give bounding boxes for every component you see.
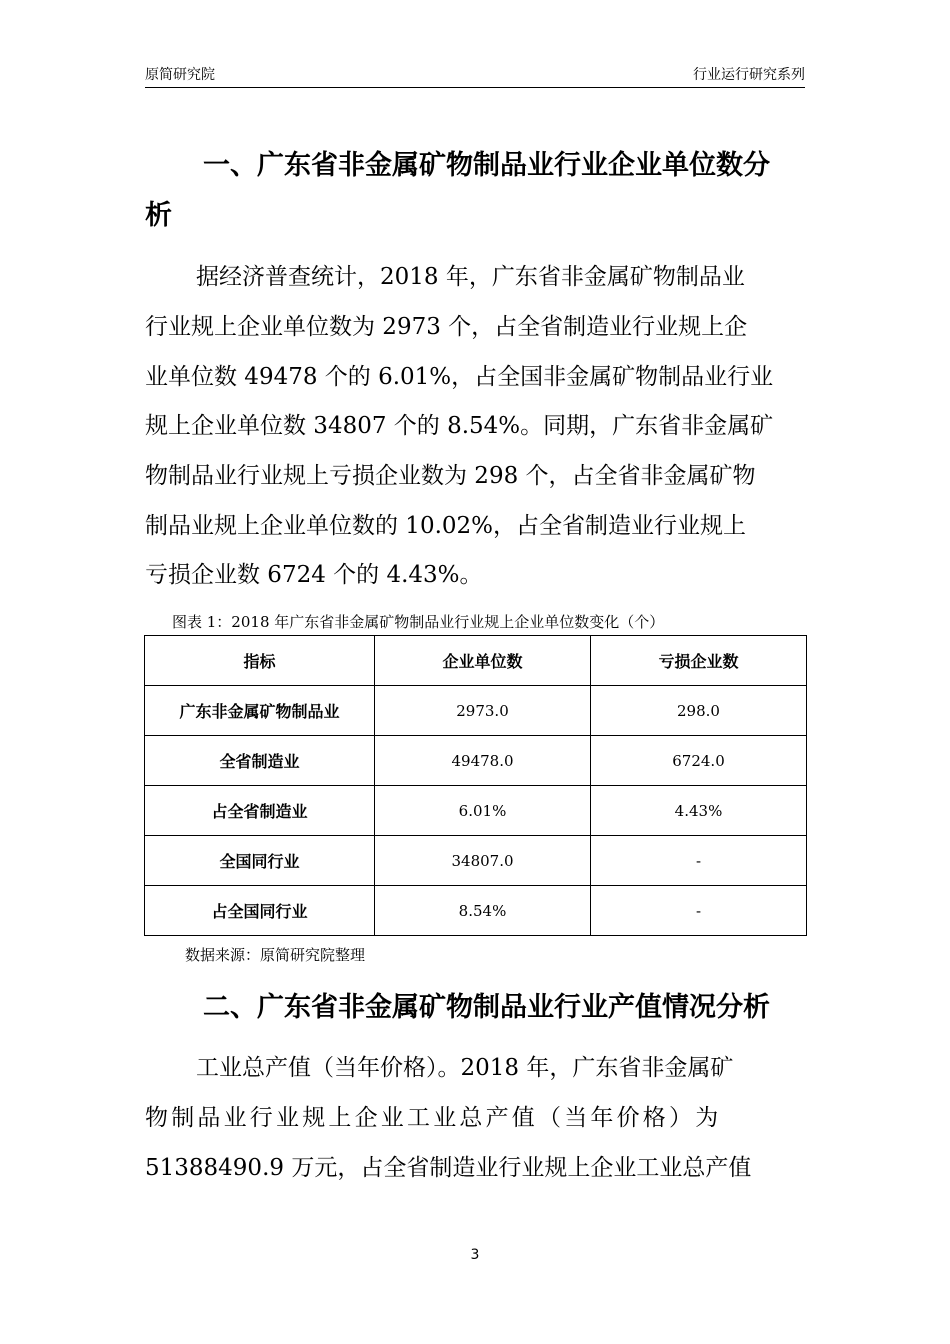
- header-org-name: 原简研究院: [145, 67, 215, 83]
- section1-paragraph-line: 据经济普查统计，2018 年，广东省非金属矿物制品业: [196, 264, 745, 290]
- section2-title: 二、广东省非金属矿物制品业行业产值情况分析: [203, 992, 770, 1023]
- section1-title-line-1: 一、广东省非金属矿物制品业行业企业单位数分: [203, 150, 770, 181]
- enterprise-count-cell: 6.01%: [375, 786, 591, 836]
- section2-paragraph-line: 工业总产值（当年价格）。2018 年，广东省非金属矿: [196, 1055, 734, 1081]
- table-caption: 图表 1：2018 年广东省非金属矿物制品业行业规上企业单位数变化（个）: [172, 613, 665, 631]
- section2-paragraph-line: 51388490.9 万元，占全省制造业行业规上企业工业总产值: [145, 1155, 752, 1181]
- row-label: 全省制造业: [145, 736, 375, 786]
- loss-enterprise-count-cell: 6724.0: [591, 736, 807, 786]
- row-label: 广东非金属矿物制品业: [145, 686, 375, 736]
- section1-paragraph-line: 规上企业单位数 34807 个的 8.54%。同期，广东省非金属矿: [145, 413, 774, 439]
- row-label: 占全省制造业: [145, 786, 375, 836]
- section1-paragraph-line: 行业规上企业单位数为 2973 个，占全省制造业行业规上企: [145, 314, 748, 340]
- loss-enterprise-count-cell: -: [591, 836, 807, 886]
- table-row: [145, 886, 807, 936]
- enterprise-count-cell: 49478.0: [375, 736, 591, 786]
- section2-paragraph-line: 物制品业行业规上企业工业总产值（当年价格）为: [145, 1105, 722, 1131]
- column-header-indicator: 指标: [145, 636, 375, 686]
- table-row: [145, 786, 807, 836]
- section1-paragraph-line: 业单位数 49478 个的 6.01%，占全国非金属矿物制品业行业: [145, 364, 774, 390]
- section1-paragraph-line: 物制品业行业规上亏损企业数为 298 个，占全省非金属矿物: [145, 463, 756, 489]
- enterprise-count-cell: 34807.0: [375, 836, 591, 886]
- section1-title-line-2: 析: [145, 200, 172, 231]
- enterprise-count-cell: 8.54%: [375, 886, 591, 936]
- loss-enterprise-count-cell: 4.43%: [591, 786, 807, 836]
- section1-paragraph-line: 亏损企业数 6724 个的 4.43%。: [145, 562, 483, 588]
- enterprise-count-cell: 2973.0: [375, 686, 591, 736]
- page-number: 3: [470, 1247, 480, 1263]
- header-divider: [145, 87, 805, 88]
- loss-enterprise-count-cell: -: [591, 886, 807, 936]
- header-series-name: 行业运行研究系列: [693, 67, 805, 83]
- column-header-enterprise-count: 企业单位数: [375, 636, 591, 686]
- row-label: 全国同行业: [145, 836, 375, 886]
- table-source-note: 数据来源：原简研究院整理: [185, 946, 366, 964]
- row-label: 占全国同行业: [145, 886, 375, 936]
- section1-paragraph-line: 制品业规上企业单位数的 10.02%，占全省制造业行业规上: [145, 513, 747, 539]
- column-header-loss-enterprise-count: 亏损企业数: [591, 636, 807, 686]
- loss-enterprise-count-cell: 298.0: [591, 686, 807, 736]
- enterprise-count-table: [144, 635, 807, 936]
- table-header-row: [145, 636, 807, 686]
- table-row: [145, 836, 807, 886]
- table-row: [145, 736, 807, 786]
- table-row: [145, 686, 807, 736]
